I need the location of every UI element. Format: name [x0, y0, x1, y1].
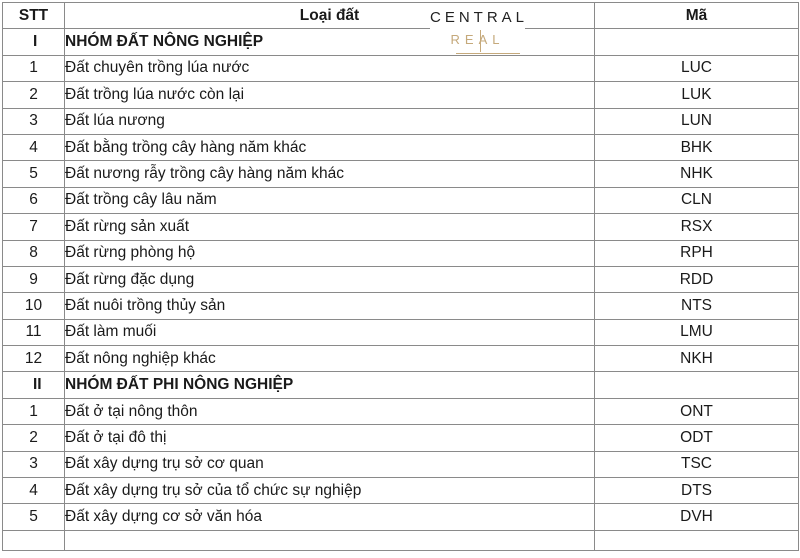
group-stt: I: [3, 29, 65, 55]
row-land-type: Đất ở tại đô thị: [65, 425, 595, 451]
table-row: [3, 293, 799, 319]
row-stt: 3: [3, 108, 65, 134]
row-code: NKH: [595, 346, 799, 372]
partial-cell: [65, 530, 595, 550]
table-row: [3, 55, 799, 81]
row-land-type: Đất rừng sản xuất: [65, 214, 595, 240]
row-land-type: Đất ở tại nông thôn: [65, 398, 595, 424]
logo-text-bottom: REAL: [450, 32, 505, 47]
row-stt: 5: [3, 161, 65, 187]
group-stt: II: [3, 372, 65, 398]
table-row: [3, 478, 799, 504]
table-row: [3, 214, 799, 240]
row-code: LUC: [595, 55, 799, 81]
row-code: LUN: [595, 108, 799, 134]
row-code: RDD: [595, 266, 799, 292]
row-stt: 2: [3, 82, 65, 108]
row-land-type: Đất làm muối: [65, 319, 595, 345]
row-stt: 11: [3, 319, 65, 345]
table-row: [3, 398, 799, 424]
row-code: LMU: [595, 319, 799, 345]
table-row: [3, 187, 799, 213]
row-stt: 10: [3, 293, 65, 319]
row-code: DVH: [595, 504, 799, 530]
row-land-type: Đất bằng trồng cây hàng năm khác: [65, 134, 595, 160]
table-row: [3, 266, 799, 292]
row-code: NTS: [595, 293, 799, 319]
row-land-type: Đất nông nghiệp khác: [65, 346, 595, 372]
land-type-table: [2, 2, 799, 551]
row-code: NHK: [595, 161, 799, 187]
group-code: [595, 372, 799, 398]
table-row: [3, 425, 799, 451]
table-row: [3, 504, 799, 530]
partial-cell: [595, 530, 799, 550]
table-row: [3, 108, 799, 134]
row-land-type: Đất nuôi trồng thủy sản: [65, 293, 595, 319]
row-stt: 8: [3, 240, 65, 266]
table-row: [3, 134, 799, 160]
header-land-type: Loại đất: [65, 3, 595, 29]
row-land-type: Đất rừng phòng hộ: [65, 240, 595, 266]
group-row: [3, 29, 799, 55]
header-stt: STT: [3, 3, 65, 29]
row-stt: 5: [3, 504, 65, 530]
row-land-type: Đất xây dựng trụ sở cơ quan: [65, 451, 595, 477]
table-row-partial: [3, 530, 799, 550]
partial-cell: [3, 530, 65, 550]
row-land-type: Đất nương rẫy trồng cây hàng năm khác: [65, 161, 595, 187]
row-land-type: Đất trồng cây lâu năm: [65, 187, 595, 213]
row-code: RSX: [595, 214, 799, 240]
table-body: [3, 29, 799, 550]
group-row: [3, 372, 799, 398]
table-row: [3, 240, 799, 266]
row-code: ONT: [595, 398, 799, 424]
group-name: NHÓM ĐẤT NÔNG NGHIỆP: [65, 29, 595, 55]
row-land-type: Đất lúa nương: [65, 108, 595, 134]
row-code: TSC: [595, 451, 799, 477]
row-land-type: Đất rừng đặc dụng: [65, 266, 595, 292]
row-land-type: Đất xây dựng cơ sở văn hóa: [65, 504, 595, 530]
table-row: [3, 319, 799, 345]
row-stt: 6: [3, 187, 65, 213]
logo-horizontal-line: [456, 53, 520, 54]
table-row: [3, 161, 799, 187]
row-stt: 4: [3, 134, 65, 160]
row-code: DTS: [595, 478, 799, 504]
central-real-logo: [430, 6, 529, 52]
row-stt: 1: [3, 55, 65, 81]
logo-vertical-line: [480, 30, 481, 52]
row-code: ODT: [595, 425, 799, 451]
row-stt: 9: [3, 266, 65, 292]
row-stt: 1: [3, 398, 65, 424]
row-code: CLN: [595, 187, 799, 213]
group-code: [595, 29, 799, 55]
row-stt: 3: [3, 451, 65, 477]
row-stt: 7: [3, 214, 65, 240]
row-code: RPH: [595, 240, 799, 266]
group-name: NHÓM ĐẤT PHI NÔNG NGHIỆP: [65, 372, 595, 398]
table-row: [3, 346, 799, 372]
logo-text-top: CENTRAL: [430, 9, 529, 26]
row-stt: 12: [3, 346, 65, 372]
row-stt: 2: [3, 425, 65, 451]
table-row: [3, 451, 799, 477]
table-header-row: [3, 3, 799, 29]
table-row: [3, 82, 799, 108]
row-land-type: Đất xây dựng trụ sở của tổ chức sự nghiệp: [65, 478, 595, 504]
row-land-type: Đất chuyên trồng lúa nước: [65, 55, 595, 81]
row-stt: 4: [3, 478, 65, 504]
row-code: BHK: [595, 134, 799, 160]
row-code: LUK: [595, 82, 799, 108]
header-code: Mã: [595, 3, 799, 29]
row-land-type: Đất trồng lúa nước còn lại: [65, 82, 595, 108]
